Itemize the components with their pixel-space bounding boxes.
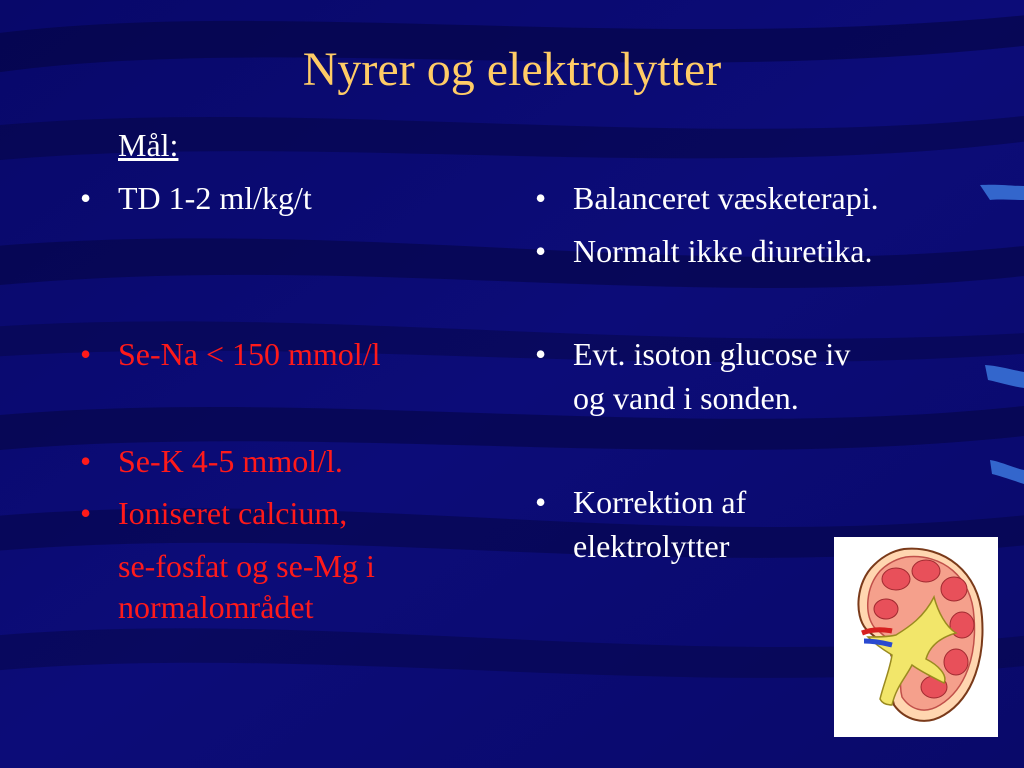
- list-item-text: Ioniseret calcium,: [118, 495, 348, 531]
- list-item-text: Korrektion af: [573, 484, 747, 520]
- bullet: •: [535, 180, 547, 216]
- list-item: [80, 441, 343, 481]
- list-item-text: Se-K 4-5 mmol/l.: [118, 443, 343, 479]
- list-item: [535, 178, 879, 218]
- list-item: [80, 493, 347, 533]
- bullet: •: [80, 180, 92, 216]
- kidney-illustration-icon: [834, 537, 998, 737]
- list-item-text: Evt. isoton glucose iv: [573, 336, 851, 372]
- continuation-text: se-fosfat og se-Mg i: [118, 548, 375, 584]
- list-item-text: Normalt ikke diuretika.: [573, 233, 873, 269]
- continuation-line: [80, 587, 313, 627]
- continuation-line: [80, 546, 375, 586]
- bullet: •: [535, 336, 547, 372]
- bullet: •: [535, 233, 547, 269]
- slide-title: Nyrer og elektrolytter: [302, 43, 722, 96]
- bullet: •: [80, 443, 92, 479]
- goals-subheading: Mål:: [118, 127, 179, 163]
- list-item-text: Se-Na < 150 mmol/l: [118, 336, 381, 372]
- continuation-text: normalområdet: [118, 589, 314, 625]
- list-item-text: elektrolytter: [573, 528, 730, 564]
- list-item-text: og vand i sonden.: [573, 380, 799, 416]
- list-item: [80, 334, 380, 374]
- list-item: [535, 334, 850, 374]
- continuation-line: [535, 378, 799, 418]
- list-item-text: Balanceret væsketerapi.: [573, 180, 879, 216]
- list-item: [80, 178, 312, 218]
- list-item: [535, 231, 872, 271]
- bullet: •: [535, 484, 547, 520]
- continuation-line: [535, 526, 729, 566]
- kidney-image: [834, 537, 998, 737]
- bullet: •: [80, 336, 92, 372]
- subheading-row: [80, 125, 178, 165]
- list-item-text: TD 1-2 ml/kg/t: [118, 180, 312, 216]
- bullet: •: [80, 495, 92, 531]
- list-item: [535, 482, 746, 522]
